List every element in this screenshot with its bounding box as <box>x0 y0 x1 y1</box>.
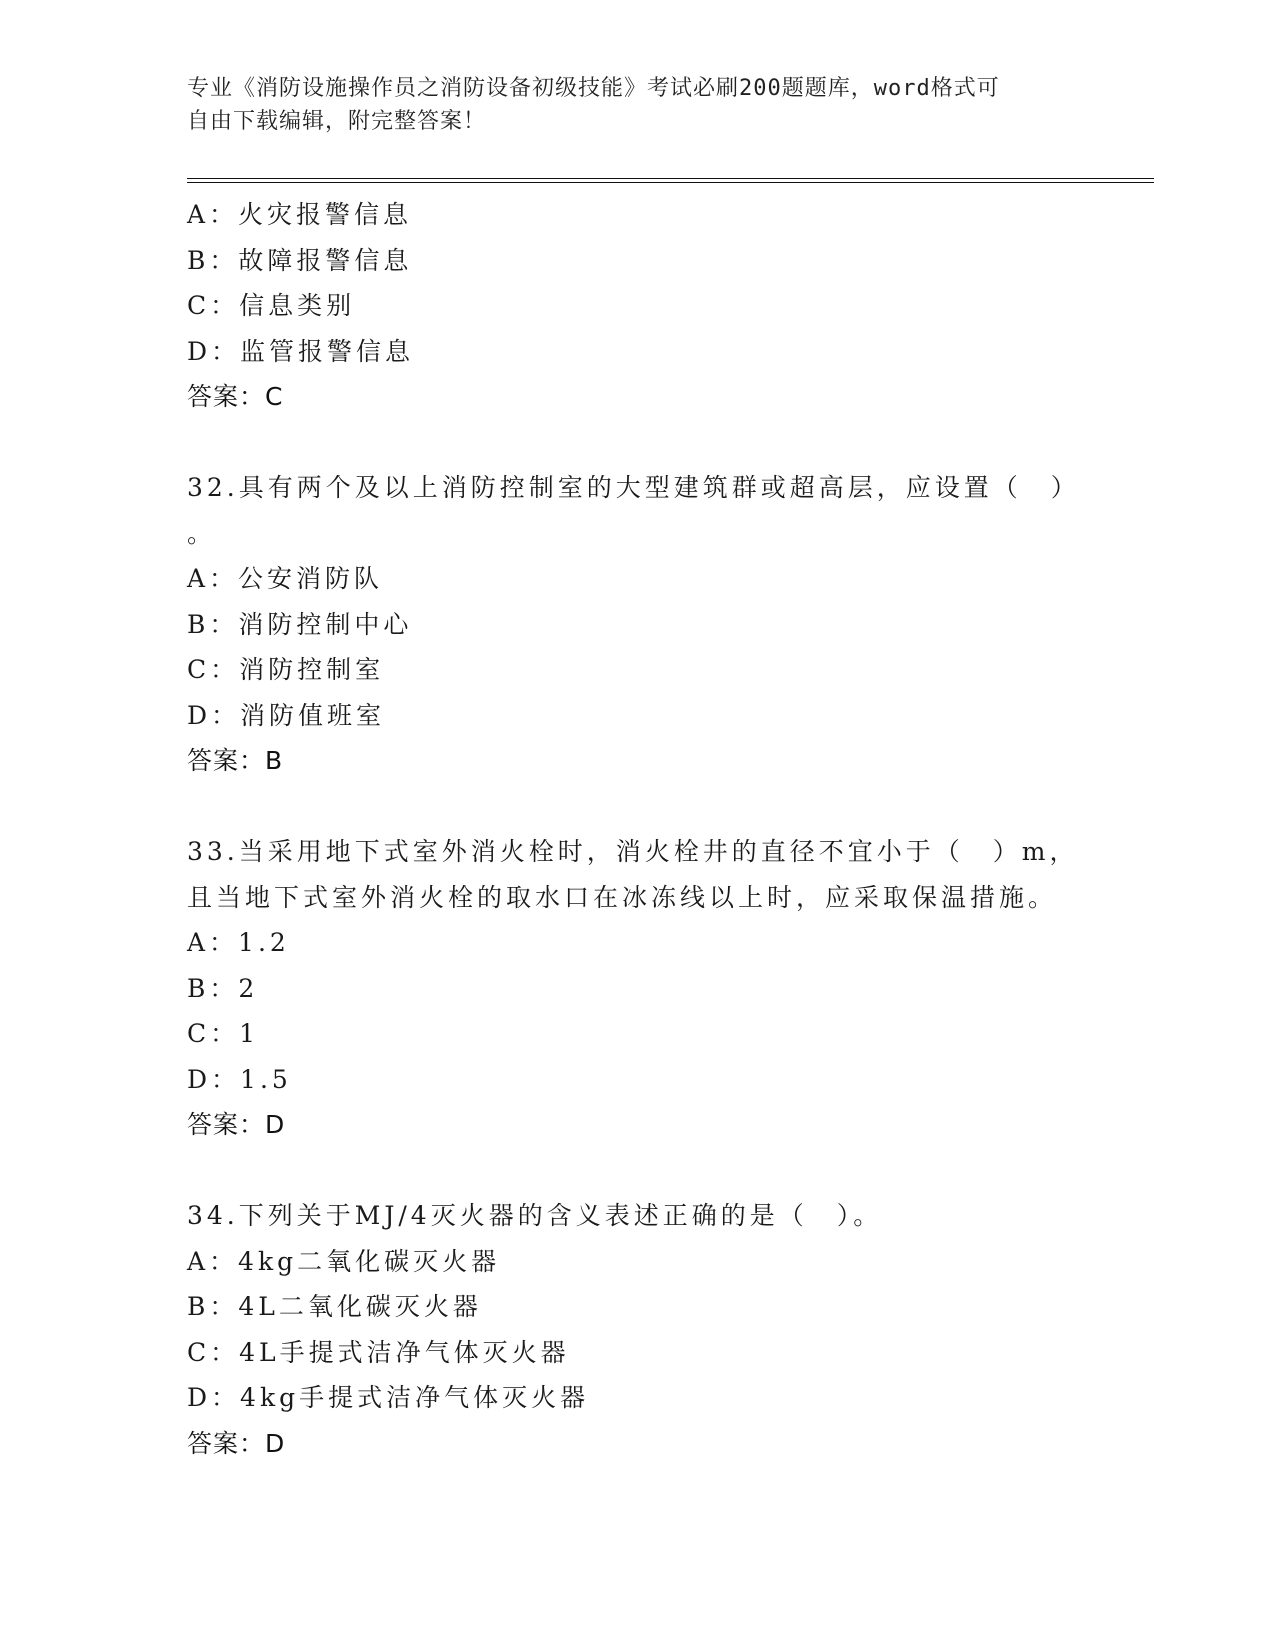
option-b: B：故障报警信息 <box>187 245 413 275</box>
option-b: B：4L二氧化碳灭火器 <box>187 1292 482 1321</box>
option-c: C：信息类别 <box>187 291 356 320</box>
header-line-1: 专业《消防设施操作员之消防设备初级技能》考试必刷200题题库，word格式可 <box>187 76 1000 101</box>
option-a: A：4kg二氧化碳灭火器 <box>187 1246 501 1276</box>
option-c: C：消防控制室 <box>187 655 385 684</box>
header-line-2: 自由下载编辑，附完整答案！ <box>187 109 487 134</box>
question-32 <box>187 465 1087 784</box>
spacer <box>187 784 1087 830</box>
option-c: C：1 <box>187 1019 260 1048</box>
option-a: A：1.2 <box>187 928 290 957</box>
question-34 <box>187 1193 1087 1466</box>
option-d: D：消防值班室 <box>187 700 386 730</box>
page-header <box>187 72 1087 138</box>
question-stem: 32.具有两个及以上消防控制室的大型建筑群或超高层，应设置（ ） <box>187 473 1080 502</box>
question-stem-continued: 且当地下式室外消火栓的取水口在冰冻线以上时，应采取保温措施。 <box>187 882 1058 912</box>
question-31 <box>187 192 1087 420</box>
option-d: D：1.5 <box>187 1064 292 1094</box>
option-b: B：2 <box>187 973 259 1003</box>
question-stem: 33.当采用地下式室外消火栓时，消火栓井的直径不宜小于（ ）m， <box>187 837 1079 866</box>
question-stem-continued: 。 <box>187 518 217 548</box>
spacer <box>187 1148 1087 1194</box>
question-33 <box>187 829 1087 1148</box>
answer: 答案：C <box>187 382 284 411</box>
document-body <box>187 192 1087 1466</box>
option-a: A：火灾报警信息 <box>187 200 413 229</box>
answer: 答案：D <box>187 1428 286 1458</box>
option-c: C：4L手提式洁净气体灭火器 <box>187 1337 570 1367</box>
question-stem: 34.下列关于MJ/4灭火器的含义表述正确的是（ ）。 <box>187 1201 883 1230</box>
option-b: B：消防控制中心 <box>187 609 413 639</box>
spacer <box>187 420 1087 466</box>
option-d: D：监管报警信息 <box>187 336 415 366</box>
option-d: D：4kg手提式洁净气体灭火器 <box>187 1383 590 1412</box>
answer: 答案：D <box>187 1110 286 1139</box>
header-divider <box>187 178 1154 183</box>
answer: 答案：B <box>187 746 284 775</box>
option-a: A：公安消防队 <box>187 564 384 593</box>
